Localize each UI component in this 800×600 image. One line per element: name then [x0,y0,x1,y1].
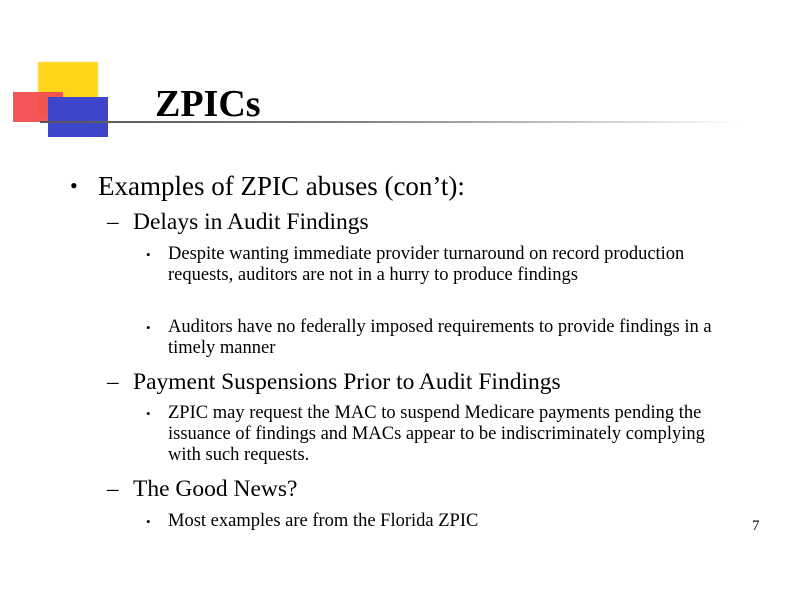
point-delays-2: Auditors have no federally imposed requirements to provide findings in a timely manner [168,317,712,358]
section-heading-good-news: The Good News? [133,476,298,502]
slide-title: ZPICs [155,83,261,125]
small-bullet-icon: • [146,320,151,335]
point-good-news-1: Most examples are from the Florida ZPIC [168,511,479,531]
dash-icon: – [107,476,119,501]
small-bullet-icon: • [146,406,151,421]
small-bullet-icon: • [146,514,151,529]
title-underline [40,121,740,123]
level1-text: Examples of ZPIC abuses (con’t): [98,171,465,201]
dash-icon: – [107,209,119,234]
point-payment-1: ZPIC may request the MAC to suspend Medicare payments pending the issuance of findings and MACs appear to be indiscriminately complying with such requests. [168,403,705,465]
dash-icon: – [107,369,119,394]
decorative-blue-square [48,97,108,137]
small-bullet-icon: • [146,247,151,262]
section-heading-delays: Delays in Audit Findings [133,209,369,235]
point-delays-1: Despite wanting immediate provider turnaround on record production requests, auditors are not in a hurry to produce findings [168,244,685,285]
section-heading-payment: Payment Suspensions Prior to Audit Findings [133,369,561,395]
page-number: 7 [752,518,760,534]
bullet-icon: • [70,173,78,198]
